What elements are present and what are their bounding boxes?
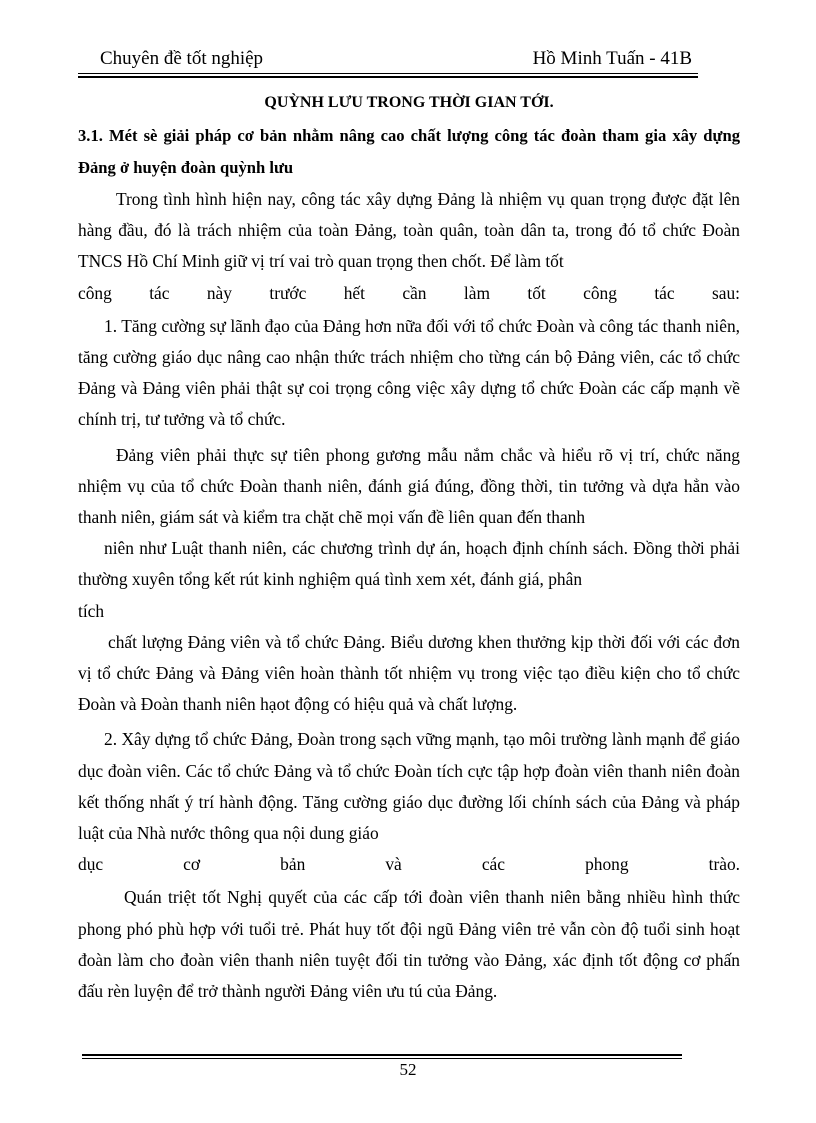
footer-divider-thick [82, 1054, 682, 1056]
header-document-type: Chuyên đề tốt nghiệp [100, 48, 264, 69]
paragraph-item-2: 2. Xây dựng tổ chức Đảng, Đoàn trong sạch vững mạnh, tạo môi trường lành mạnh để giáo dục đoàn viên. Các tổ chức Đảng và tổ chức Đoàn tích cực tập hợp đoàn viên thanh niên đoàn kết thống nhất ý trí hành động. Tăng cường giáo dục đường lối chính sách của Đảng và pháp luật của Nhà nước thông qua nội dung giáo [78, 729, 740, 844]
header-author: Hồ Minh Tuấn - 41B [532, 48, 692, 69]
paragraph-intro-last-line: công tác này trước hết cần làm tốt công tác sau: [78, 282, 740, 303]
page-body [78, 88, 740, 1007]
page-number: 52 [399, 1060, 417, 1079]
paragraph-party-members-cont: niên như Luật thanh niên, các chương trình dự án, hoạch định chính sách. Đồng thời phải thường xuyên tổng kết rút kinh nghiệm quá tình xem xét, đánh giá, phân [78, 538, 740, 590]
paragraph-item-2-last-line: dục cơ bản và các phong trào. [78, 854, 740, 875]
section-heading: 3.1. Mét sè giải pháp cơ bản nhằm nâng cao chất lượng công tác đoàn tham gia xây dựng Đảng ở huyện đoàn quỳnh lưu [78, 126, 740, 177]
header-divider [78, 73, 698, 74]
header-divider-thick [78, 76, 698, 78]
paragraph-resolution: Quán triệt tốt Nghị quyết của các cấp tới đoàn viên thanh niên bằng nhiều hình thức phong phó phù hợp với tuổi trẻ. Phát huy tốt đội ngũ Đảng viên trẻ vẫn còn độ tuổi sinh hoạt đoàn làm cho đoàn viên thanh niên tuyệt đối tin tưởng vào Đảng, xác định tốt động cơ phấn đấu rèn luyện để trở thành người Đảng viên ưu tú của Đảng. [78, 887, 740, 1002]
page-header [78, 48, 696, 74]
paragraph-party-members-word: tích [78, 600, 105, 621]
paragraph-intro: Trong tình hình hiện nay, công tác xây dựng Đảng là nhiệm vụ quan trọng được đặt lên hàng đầu, đó là trách nhiệm của toàn Đảng, toàn quân, toàn dân ta, trong đó tổ chức Đoàn TNCS Hồ Chí Minh giữ vị trí vai trò quan trọng then chốt. Để làm tốt [78, 189, 740, 272]
paragraph-item-1: 1. Tăng cường sự lãnh đạo của Đảng hơn nữa đối với tổ chức Đoàn và công tác thanh niên, tăng cường giáo dục nâng cao nhận thức trách nhiệm cho từng cán bộ Đảng viên, các tổ chức Đảng và Đảng viên phải thật sự coi trọng công việc xây dựng tổ chức Đoàn các cấp mạnh về chính trị, tư tưởng và tổ chức. [78, 315, 740, 430]
chapter-title-continuation: QUỲNH LƯU TRONG THỜI GIAN TỚI. [264, 94, 554, 111]
paragraph-party-members-end: chất lượng Đảng viên và tổ chức Đảng. Biểu dương khen thưởng kịp thời đối với các đơn vị tổ chức Đảng và Đảng viên hoàn thành tốt nhiệm vụ trong việc tạo điều kiện cho tổ chức Đoàn và Đoàn thanh niên hạot động có hiệu quả và chất lượng. [78, 631, 740, 715]
footer-divider [82, 1058, 682, 1059]
paragraph-party-members: Đảng viên phải thực sự tiên phong gương mẫu nắm chắc và hiểu rõ vị trí, chức năng nhiệm vụ của tổ chức Đoàn thanh niên, đánh giá đúng, đồng thời, tin tưởng và dựa hẳn vào thanh niên, giám sát và kiểm tra chặt chẽ mọi vấn đề liên quan đến thanh [78, 444, 740, 528]
